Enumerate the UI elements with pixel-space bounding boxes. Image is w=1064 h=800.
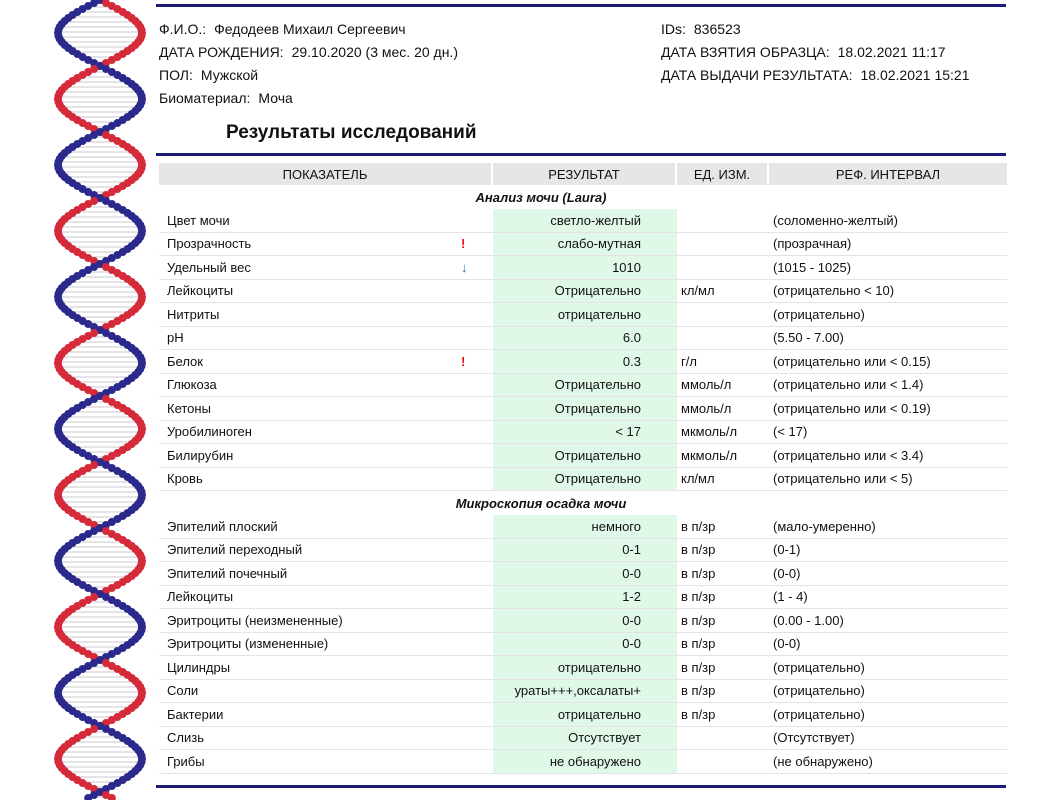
indicator-name: Уробилиноген [159,421,459,445]
reference-interval: (отрицательно) [769,703,1007,727]
table-row [159,586,1007,610]
flag-cell [459,209,493,233]
patient-name-line [159,20,406,38]
flag-cell [459,468,493,492]
table-row [159,256,1007,280]
result-value: 0-0 [493,562,677,586]
result-value: 0.3 [493,350,677,374]
flag-cell [459,633,493,657]
results-table [159,163,1007,774]
unit-value: ммоль/л [677,374,769,398]
indicator-name: Лейкоциты [159,280,459,304]
dob-value: 29.10.2020 (3 мес. 20 дн.) [291,44,458,60]
indicator-name: Билирубин [159,444,459,468]
reference-interval: (отрицательно) [769,303,1007,327]
lab-report [156,0,1008,800]
flag-cell [459,562,493,586]
section-title [159,491,1007,515]
indicator-name: Эпителий почечный [159,562,459,586]
reference-interval: (соломенно-желтый) [769,209,1007,233]
table-row [159,350,1007,374]
indicator-name: Бактерии [159,703,459,727]
indicator-name: Грибы [159,750,459,774]
reference-interval: (отрицательно или < 5) [769,468,1007,492]
unit-value: в п/зр [677,680,769,704]
flag-cell [459,727,493,751]
table-row [159,327,1007,351]
unit-value: в п/зр [677,609,769,633]
flag-cell [459,515,493,539]
result-value: 6.0 [493,327,677,351]
table-row [159,444,1007,468]
ids-label: IDs: [661,21,686,37]
result-value: светло-желтый [493,209,677,233]
dob-line [159,43,458,61]
section-header-row [159,491,1007,515]
result-value: < 17 [493,421,677,445]
table-row [159,703,1007,727]
header-unit: ЕД. ИЗМ. [677,163,769,185]
biomaterial-line [159,89,293,107]
unit-value: в п/зр [677,703,769,727]
header-indicator: ПОКАЗАТЕЛЬ [159,163,493,185]
table-row [159,421,1007,445]
table-row [159,233,1007,257]
flag-cell [459,750,493,774]
flag-cell [459,703,493,727]
unit-value [677,727,769,751]
indicator-name: Эритроциты (измененные) [159,633,459,657]
sample-date-value: 18.02.2021 11:17 [837,44,946,60]
reference-interval: (прозрачная) [769,233,1007,257]
unit-value [677,750,769,774]
ids-line [661,20,741,38]
indicator-name: Эритроциты (неизмененные) [159,609,459,633]
reference-interval: (0.00 - 1.00) [769,609,1007,633]
sex-value: Мужской [200,67,259,83]
result-value: немного [493,515,677,539]
unit-value: в п/зр [677,562,769,586]
indicator-name: Удельный вес [159,256,459,280]
table-header-row [159,163,1007,185]
unit-value: в п/зр [677,656,769,680]
sex-label: ПОЛ: [159,67,193,83]
ids-value: 836523 [693,21,741,37]
unit-value: кл/мл [677,468,769,492]
top-rule [156,4,1006,7]
indicator-name: Кетоны [159,397,459,421]
issue-date-value: 18.02.2021 15:21 [860,67,970,83]
reference-interval: (отрицательно или < 3.4) [769,444,1007,468]
indicator-name: Глюкоза [159,374,459,398]
header-ref: РЕФ. ИНТЕРВАЛ [769,163,1007,185]
unit-value [677,303,769,327]
unit-value [677,233,769,257]
biomaterial-label: Биоматериал: [159,90,251,106]
reference-interval: (не обнаружено) [769,750,1007,774]
indicator-name: Соли [159,680,459,704]
unit-value [677,209,769,233]
table-row [159,750,1007,774]
table-row [159,539,1007,563]
dob-label: ДАТА РОЖДЕНИЯ: [159,44,284,60]
unit-value: мкмоль/л [677,421,769,445]
table-row [159,374,1007,398]
reference-interval: (0-1) [769,539,1007,563]
reference-interval: (отрицательно или < 0.15) [769,350,1007,374]
indicator-name: Эпителий переходный [159,539,459,563]
sample-date-label: ДАТА ВЗЯТИЯ ОБРАЗЦА: [661,44,830,60]
result-value: Отрицательно [493,397,677,421]
reference-interval: (отрицательно или < 0.19) [769,397,1007,421]
table-row [159,303,1007,327]
result-value: Отрицательно [493,374,677,398]
issue-date-label: ДАТА ВЫДАЧИ РЕЗУЛЬТАТА: [661,67,853,83]
indicator-name: Слизь [159,727,459,751]
indicator-name: pH [159,327,459,351]
bottom-rule [156,785,1006,788]
reference-interval: (< 17) [769,421,1007,445]
results-body [159,185,1007,774]
section-title [159,185,1007,209]
indicator-name: Цилиндры [159,656,459,680]
result-value: 1-2 [493,586,677,610]
unit-value: мкмоль/л [677,444,769,468]
warning-flag-icon: ! [459,350,493,374]
unit-value: ммоль/л [677,397,769,421]
unit-value [677,327,769,351]
unit-value: в п/зр [677,633,769,657]
result-value: не обнаружено [493,750,677,774]
unit-value: в п/зр [677,539,769,563]
table-row [159,515,1007,539]
reference-interval: (5.50 - 7.00) [769,327,1007,351]
reference-interval: (мало-умеренно) [769,515,1007,539]
table-row [159,656,1007,680]
indicator-name: Белок [159,350,459,374]
table-row [159,680,1007,704]
flag-cell [459,303,493,327]
flag-cell [459,680,493,704]
reference-interval: (отрицательно) [769,656,1007,680]
unit-value: г/л [677,350,769,374]
warning-flag-icon: ! [459,233,493,257]
reference-interval: (1 - 4) [769,586,1007,610]
flag-cell [459,586,493,610]
result-value: 0-1 [493,539,677,563]
flag-cell [459,421,493,445]
reference-interval: (1015 - 1025) [769,256,1007,280]
result-value: Отрицательно [493,468,677,492]
reference-interval: (0-0) [769,562,1007,586]
result-value: 1010 [493,256,677,280]
flag-cell [459,397,493,421]
flag-cell [459,444,493,468]
issue-date-line [661,66,970,84]
fio-label: Ф.И.О.: [159,21,207,37]
flag-cell [459,539,493,563]
table-row [159,562,1007,586]
arrow-down-icon: ↓ [459,256,493,280]
section-rule [156,153,1006,156]
reference-interval: (отрицательно) [769,680,1007,704]
indicator-name: Цвет мочи [159,209,459,233]
table-row [159,609,1007,633]
result-value: Отсутствует [493,727,677,751]
table-row [159,280,1007,304]
table-row [159,397,1007,421]
biomaterial-value: Моча [258,90,293,106]
indicator-name: Лейкоциты [159,586,459,610]
reference-interval: (Отсутствует) [769,727,1007,751]
result-value: ураты+++,оксалаты+ [493,680,677,704]
unit-value: кл/мл [677,280,769,304]
indicator-name: Кровь [159,468,459,492]
flag-cell [459,327,493,351]
indicator-name: Нитриты [159,303,459,327]
result-value: 0-0 [493,609,677,633]
reference-interval: (0-0) [769,633,1007,657]
sex-line [159,66,258,84]
flag-cell [459,609,493,633]
header-result: РЕЗУЛЬТАТ [493,163,677,185]
result-value: отрицательно [493,703,677,727]
reference-interval: (отрицательно < 10) [769,280,1007,304]
flag-cell [459,656,493,680]
unit-value: в п/зр [677,515,769,539]
unit-value [677,256,769,280]
page-title: Результаты исследований [226,122,477,143]
unit-value: в п/зр [677,586,769,610]
table-row [159,633,1007,657]
section-title-text: Микроскопия осадка мочи [455,495,627,511]
flag-cell [459,280,493,304]
table-row [159,468,1007,492]
indicator-name: Прозрачность [159,233,459,257]
result-value: отрицательно [493,656,677,680]
result-value: слабо-мутная [493,233,677,257]
table-row [159,727,1007,751]
result-value: 0-0 [493,633,677,657]
section-title-text: Анализ мочи (Laura) [475,189,607,205]
sample-date-line [661,43,946,61]
table-row [159,209,1007,233]
result-value: отрицательно [493,303,677,327]
flag-cell [459,374,493,398]
result-value: Отрицательно [493,444,677,468]
dna-helix-decoration [0,0,150,800]
patient-name: Федодеев Михаил Сергеевич [214,21,406,37]
section-header-row [159,185,1007,209]
reference-interval: (отрицательно или < 1.4) [769,374,1007,398]
indicator-name: Эпителий плоский [159,515,459,539]
result-value: Отрицательно [493,280,677,304]
